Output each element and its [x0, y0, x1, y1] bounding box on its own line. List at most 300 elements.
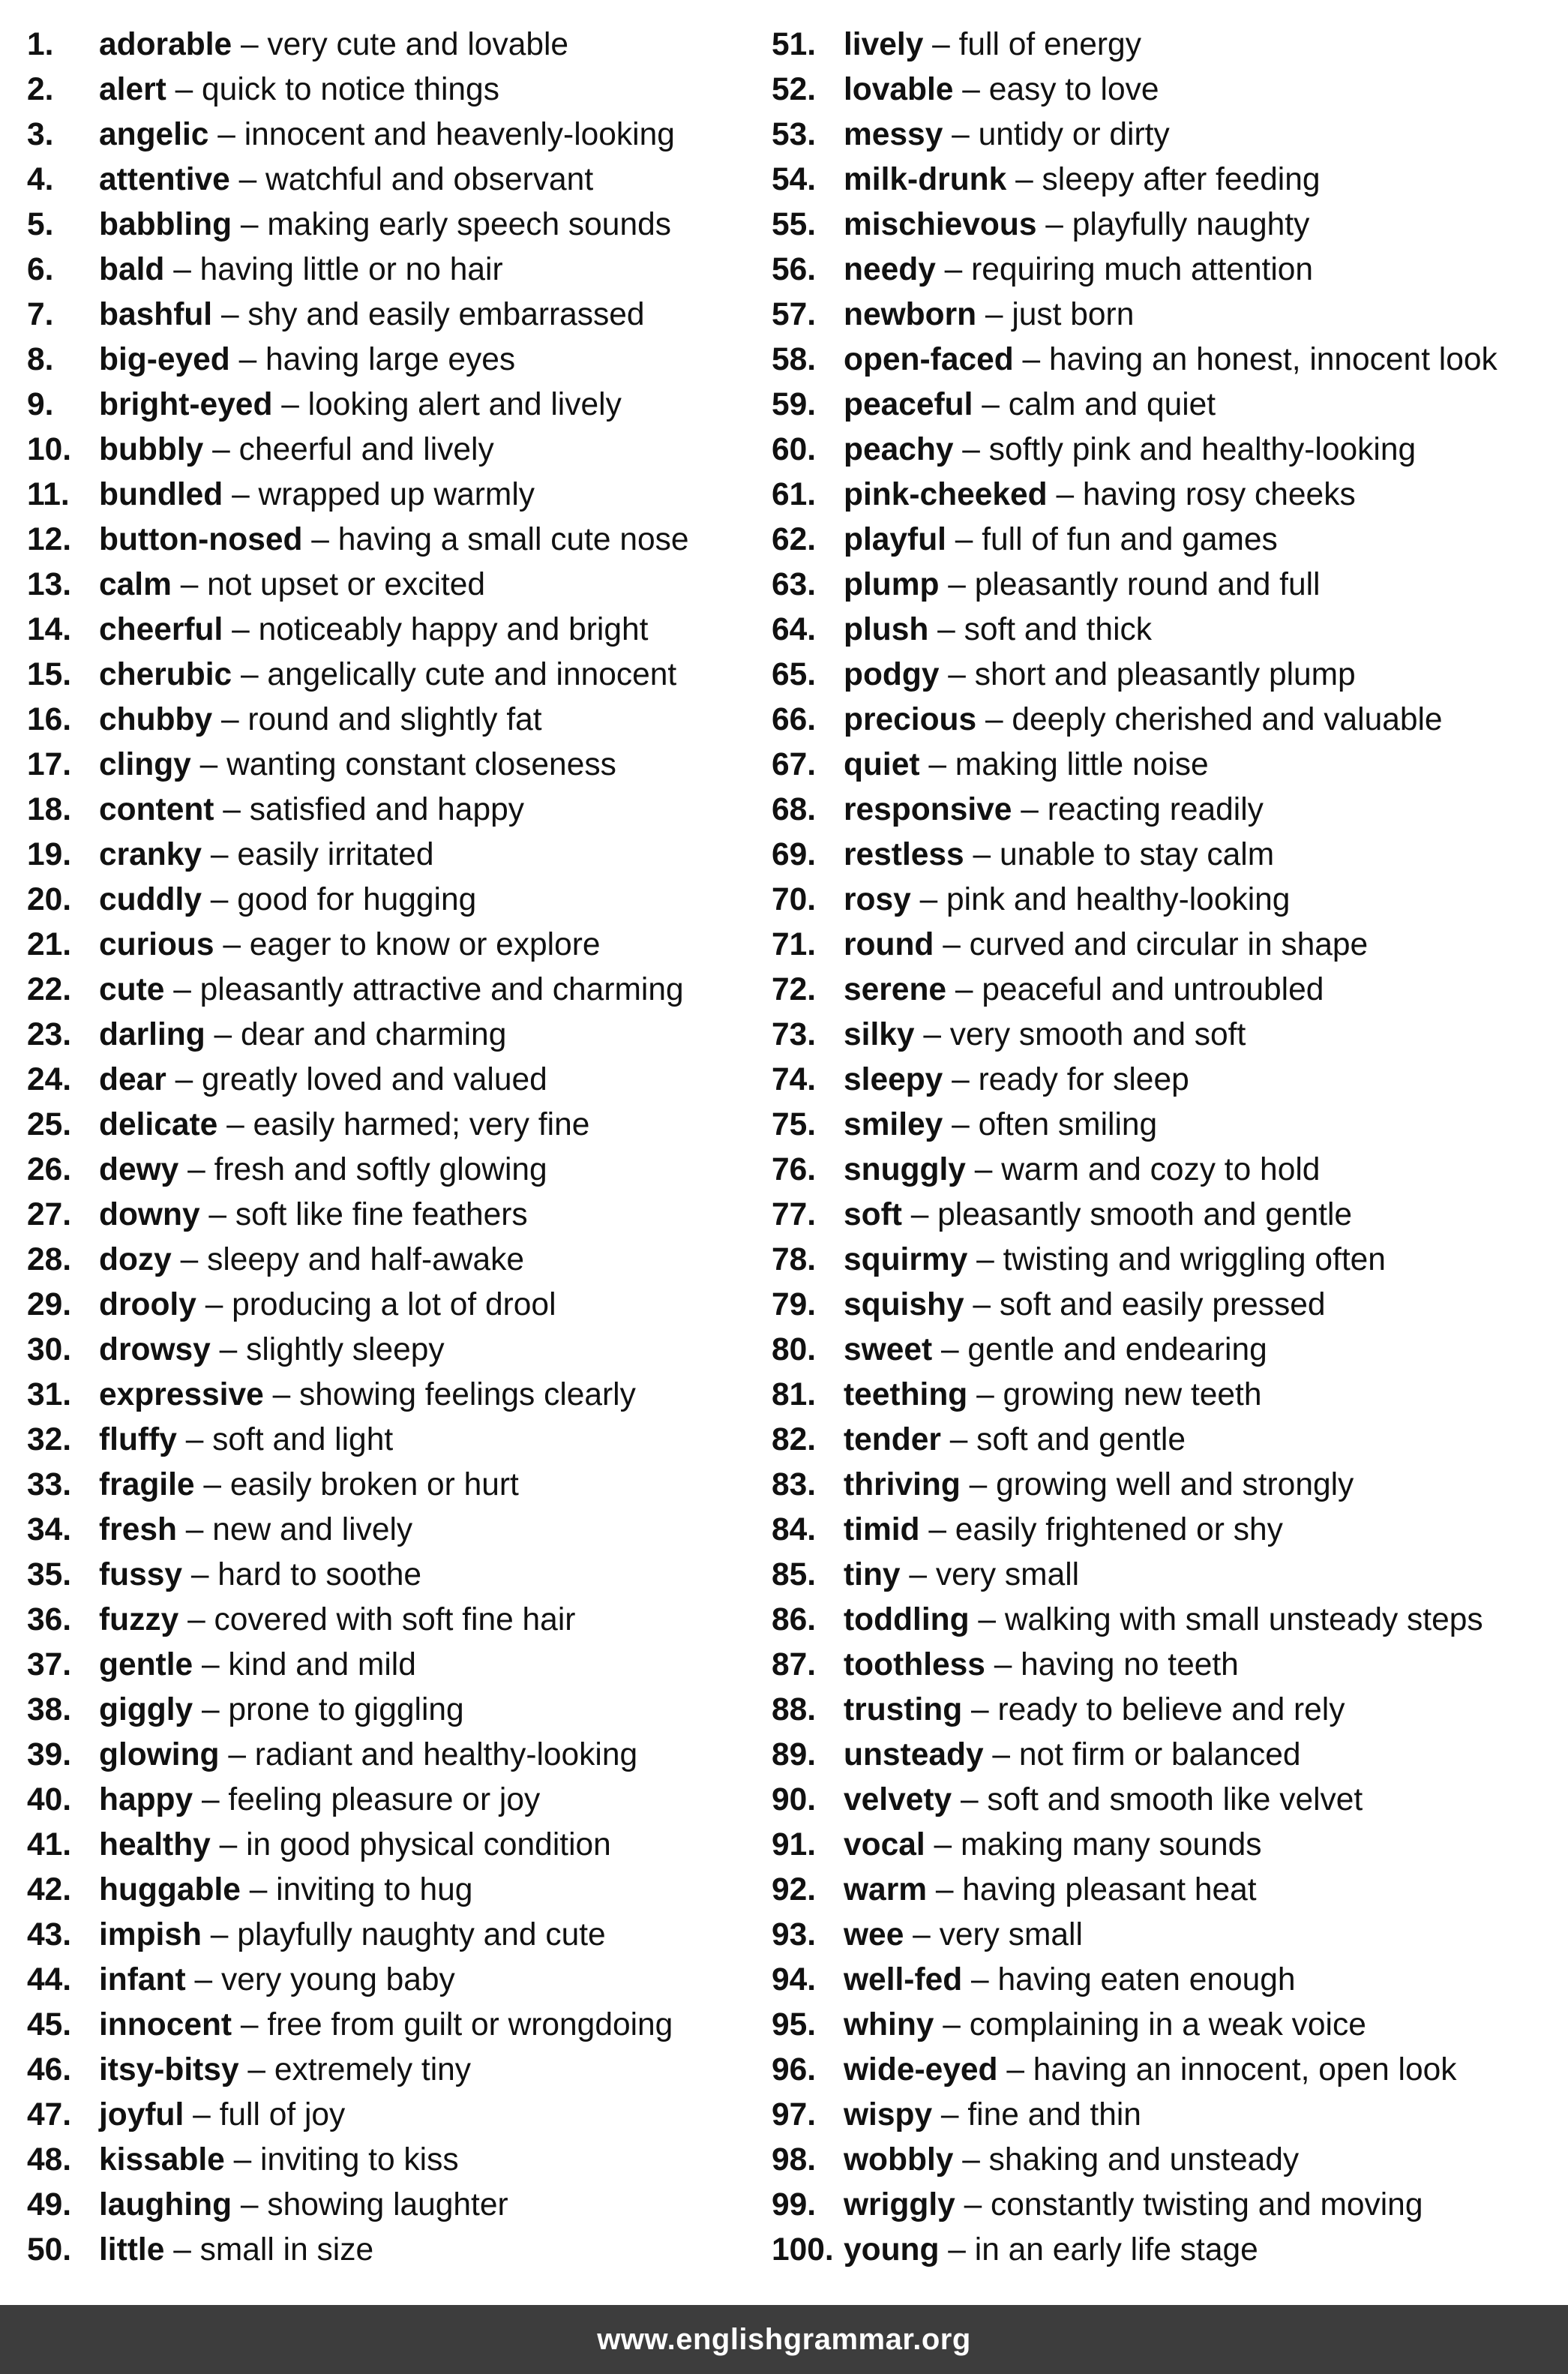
item-word: fragile: [99, 1467, 195, 1502]
list-item: [27, 1958, 769, 2003]
item-separator: –: [247, 2052, 266, 2087]
item-number: 58.: [772, 342, 817, 377]
item-definition: wrapped up warmly: [258, 477, 535, 512]
item-word: fresh: [99, 1512, 177, 1547]
list-item: [772, 2183, 1555, 2228]
item-separator: –: [962, 2142, 980, 2177]
item-number: 5.: [27, 207, 54, 242]
list-item: [772, 1508, 1555, 1553]
list-item: [772, 1238, 1555, 1283]
list-item: [27, 653, 769, 698]
item-word: cute: [99, 972, 165, 1007]
item-number: 31.: [27, 1377, 72, 1412]
item-word: squirmy: [844, 1242, 968, 1277]
item-number: 49.: [27, 2187, 72, 2222]
list-item: [772, 473, 1555, 518]
item-separator: –: [226, 1107, 244, 1142]
item-word: plush: [844, 612, 929, 647]
list-item: [772, 2048, 1555, 2093]
list-item: [772, 2003, 1555, 2048]
item-definition: in good physical condition: [246, 1827, 611, 1862]
item-word: curious: [99, 927, 214, 962]
item-word: bundled: [99, 477, 223, 512]
item-definition: gentle and endearing: [967, 1332, 1267, 1367]
item-number: 56.: [772, 252, 817, 287]
item-definition: having no teeth: [1021, 1647, 1239, 1682]
item-word: quiet: [844, 747, 920, 782]
list-item: [27, 1373, 769, 1418]
list-item: [772, 1103, 1555, 1148]
item-word: open-faced: [844, 342, 1014, 377]
item-word: toddling: [844, 1602, 970, 1637]
item-number: 24.: [27, 1062, 72, 1097]
list-item: [772, 1868, 1555, 1913]
item-word: round: [844, 927, 934, 962]
item-number: 19.: [27, 837, 72, 872]
item-separator: –: [992, 1737, 1011, 1772]
item-definition: requiring much attention: [971, 252, 1314, 287]
item-word: giggly: [99, 1692, 193, 1727]
item-definition: growing well and strongly: [996, 1467, 1354, 1502]
item-separator: –: [199, 747, 218, 782]
item-number: 12.: [27, 522, 72, 557]
item-number: 77.: [772, 1197, 817, 1232]
item-definition: easily harmed; very fine: [253, 1107, 590, 1142]
list-item: [772, 653, 1555, 698]
item-definition: ready for sleep: [978, 1062, 1189, 1097]
item-word: timid: [844, 1512, 920, 1547]
list-item: [772, 2228, 1555, 2273]
item-definition: untidy or dirty: [978, 117, 1170, 152]
item-number: 40.: [27, 1782, 72, 1817]
item-definition: looking alert and lively: [307, 387, 622, 422]
item-definition: growing new teeth: [1003, 1377, 1262, 1412]
item-separator: –: [223, 792, 241, 827]
item-word: big-eyed: [99, 342, 230, 377]
item-number: 32.: [27, 1422, 72, 1457]
item-word: angelic: [99, 117, 209, 152]
item-separator: –: [952, 1107, 970, 1142]
item-separator: –: [910, 1197, 929, 1232]
item-number: 47.: [27, 2097, 72, 2132]
item-definition: short and pleasantly plump: [974, 657, 1356, 692]
item-separator: –: [180, 567, 199, 602]
item-separator: –: [238, 342, 257, 377]
item-definition: cheerful and lively: [238, 432, 494, 467]
item-separator: –: [937, 612, 955, 647]
item-separator: –: [955, 972, 973, 1007]
list-item: [27, 338, 769, 383]
item-definition: good for hugging: [237, 882, 477, 917]
item-word: little: [99, 2232, 165, 2267]
item-definition: small in size: [199, 2232, 374, 2267]
item-number: 72.: [772, 972, 817, 1007]
item-word: fussy: [99, 1557, 183, 1592]
item-number: 13.: [27, 567, 72, 602]
item-word: warm: [844, 1872, 928, 1907]
item-number: 3.: [27, 117, 54, 152]
item-definition: very smooth and soft: [949, 1017, 1246, 1052]
item-definition: having large eyes: [265, 342, 516, 377]
item-definition: quick to notice things: [202, 72, 499, 107]
list-item: [27, 1598, 769, 1643]
list-item: [27, 1238, 769, 1283]
item-number: 81.: [772, 1377, 817, 1412]
list-item: [772, 248, 1555, 293]
item-separator: –: [1021, 792, 1039, 827]
item-separator: –: [180, 1242, 199, 1277]
item-separator: –: [952, 1062, 970, 1097]
item-word: lively: [844, 27, 924, 62]
item-separator: –: [223, 927, 241, 962]
item-number: 1.: [27, 27, 54, 62]
item-separator: –: [932, 27, 950, 62]
item-number: 45.: [27, 2007, 72, 2042]
item-separator: –: [943, 2007, 961, 2042]
item-separator: –: [1015, 162, 1033, 197]
item-definition: angelically cute and innocent: [267, 657, 677, 692]
item-definition: full of energy: [958, 27, 1141, 62]
item-number: 75.: [772, 1107, 817, 1142]
item-word: downy: [99, 1197, 200, 1232]
item-word: pink-cheeked: [844, 477, 1048, 512]
item-word: milk-drunk: [844, 162, 1007, 197]
list-item: [772, 1823, 1555, 1868]
item-separator: –: [973, 837, 991, 872]
item-definition: new and lively: [212, 1512, 413, 1547]
item-number: 52.: [772, 72, 817, 107]
item-number: 71.: [772, 927, 817, 962]
item-number: 6.: [27, 252, 54, 287]
item-definition: soft and gentle: [976, 1422, 1186, 1457]
item-separator: –: [214, 1017, 232, 1052]
list-item: [27, 1778, 769, 1823]
list-item: [772, 1148, 1555, 1193]
list-item: [27, 1823, 769, 1868]
item-separator: –: [232, 612, 250, 647]
item-word: rosy: [844, 882, 911, 917]
item-definition: shy and easily embarrassed: [247, 297, 645, 332]
list-item: [27, 563, 769, 608]
item-number: 35.: [27, 1557, 72, 1592]
item-word: wriggly: [844, 2187, 955, 2222]
item-number: 26.: [27, 1152, 72, 1187]
item-separator: –: [985, 702, 1003, 737]
list-item: [27, 68, 769, 113]
item-definition: easily broken or hurt: [229, 1467, 519, 1502]
item-definition: sleepy after feeding: [1042, 162, 1321, 197]
item-word: dear: [99, 1062, 166, 1097]
item-separator: –: [219, 1827, 238, 1862]
item-number: 78.: [772, 1242, 817, 1277]
item-word: glowing: [99, 1737, 220, 1772]
item-definition: greatly loved and valued: [202, 1062, 547, 1097]
item-word: wispy: [844, 2097, 933, 2132]
item-number: 91.: [772, 1827, 817, 1862]
item-separator: –: [190, 1557, 209, 1592]
item-separator: –: [913, 1917, 931, 1952]
item-word: serene: [844, 972, 947, 1007]
item-word: unsteady: [844, 1737, 984, 1772]
list-item: [27, 293, 769, 338]
item-separator: –: [1006, 2052, 1024, 2087]
item-definition: making early speech sounds: [267, 207, 671, 242]
item-definition: inviting to kiss: [260, 2142, 459, 2177]
item-word: healthy: [99, 1827, 211, 1862]
list-item: [27, 1283, 769, 1328]
item-number: 67.: [772, 747, 817, 782]
item-separator: –: [978, 1602, 997, 1637]
item-word: bald: [99, 252, 165, 287]
item-number: 88.: [772, 1692, 817, 1727]
list-item: [772, 1328, 1555, 1373]
list-item: [772, 1778, 1555, 1823]
item-word: innocent: [99, 2007, 232, 2042]
item-number: 82.: [772, 1422, 817, 1457]
item-separator: –: [949, 1422, 968, 1457]
item-definition: radiant and healthy-looking: [254, 1737, 638, 1772]
item-word: wobbly: [844, 2142, 954, 2177]
list-item: [27, 518, 769, 563]
list-item: [772, 2093, 1555, 2138]
item-separator: –: [948, 567, 966, 602]
item-number: 68.: [772, 792, 817, 827]
item-separator: –: [955, 522, 973, 557]
list-item: [772, 23, 1555, 68]
item-definition: playfully naughty and cute: [237, 1917, 606, 1952]
item-definition: in an early life stage: [974, 2232, 1258, 2267]
item-definition: easily irritated: [237, 837, 434, 872]
item-definition: slightly sleepy: [246, 1332, 445, 1367]
item-number: 48.: [27, 2142, 72, 2177]
item-number: 55.: [772, 207, 817, 242]
item-separator: –: [240, 2187, 259, 2222]
list-item: [772, 1058, 1555, 1103]
list-item: [27, 788, 769, 833]
item-word: tiny: [844, 1557, 901, 1592]
item-separator: –: [970, 1692, 989, 1727]
list-item: [27, 2183, 769, 2228]
item-number: 76.: [772, 1152, 817, 1187]
item-separator: –: [205, 1287, 223, 1322]
item-separator: –: [962, 72, 980, 107]
item-separator: –: [960, 1782, 979, 1817]
item-number: 22.: [27, 972, 72, 1007]
footer-bar: [0, 2305, 1568, 2374]
item-definition: soft and thick: [964, 612, 1153, 647]
list-item: [27, 1643, 769, 1688]
item-separator: –: [952, 117, 970, 152]
item-definition: having an innocent, open look: [1033, 2052, 1457, 2087]
item-definition: pleasantly attractive and charming: [199, 972, 684, 1007]
item-number: 61.: [772, 477, 817, 512]
item-definition: watchful and observant: [265, 162, 594, 197]
list-item: [27, 1553, 769, 1598]
item-separator: –: [232, 477, 250, 512]
item-word: vocal: [844, 1827, 925, 1862]
item-number: 94.: [772, 1962, 817, 1997]
item-definition: often smiling: [978, 1107, 1158, 1142]
item-number: 34.: [27, 1512, 72, 1547]
item-number: 73.: [772, 1017, 817, 1052]
item-number: 53.: [772, 117, 817, 152]
item-separator: –: [971, 1962, 989, 1997]
item-separator: –: [203, 1467, 221, 1502]
list-item: [27, 1913, 769, 1958]
item-number: 38.: [27, 1692, 72, 1727]
list-item: [772, 923, 1555, 968]
list-item: [27, 878, 769, 923]
item-number: 69.: [772, 837, 817, 872]
item-separator: –: [948, 2232, 966, 2267]
item-definition: fresh and softly glowing: [214, 1152, 547, 1187]
item-definition: having an honest, innocent look: [1048, 342, 1498, 377]
item-word: infant: [99, 1962, 186, 1997]
item-word: bashful: [99, 297, 213, 332]
item-number: 59.: [772, 387, 817, 422]
list-item: [27, 1193, 769, 1238]
list-item: [772, 1688, 1555, 1733]
list-item: [772, 2138, 1555, 2183]
item-word: bubbly: [99, 432, 204, 467]
item-number: 99.: [772, 2187, 817, 2222]
item-definition: eager to know or explore: [249, 927, 601, 962]
footer-url[interactable]: www.englishgrammar.org: [597, 2322, 971, 2356]
list-item: [27, 1058, 769, 1103]
list-item: [772, 788, 1555, 833]
item-definition: reacting readily: [1047, 792, 1264, 827]
item-separator: –: [281, 387, 299, 422]
item-separator: –: [976, 1242, 994, 1277]
item-definition: easy to love: [988, 72, 1159, 107]
item-separator: –: [934, 1827, 952, 1862]
item-separator: –: [948, 657, 966, 692]
item-number: 4.: [27, 162, 54, 197]
item-separator: –: [173, 252, 191, 287]
item-word: drooly: [99, 1287, 196, 1322]
list-item: [27, 1508, 769, 1553]
list-item: [27, 2003, 769, 2048]
item-separator: –: [194, 1962, 213, 1997]
item-definition: pleasantly smooth and gentle: [937, 1197, 1353, 1232]
left-column: [27, 23, 769, 2273]
item-word: peaceful: [844, 387, 973, 422]
item-separator: –: [175, 1062, 193, 1097]
item-word: joyful: [99, 2097, 184, 2132]
list-item: [27, 428, 769, 473]
item-definition: not firm or balanced: [1018, 1737, 1301, 1772]
item-separator: –: [923, 1017, 941, 1052]
list-item: [27, 743, 769, 788]
item-number: 41.: [27, 1827, 72, 1862]
list-item: [772, 1553, 1555, 1598]
item-word: wide-eyed: [844, 2052, 998, 2087]
item-definition: very small: [935, 1557, 1080, 1592]
item-definition: having eaten enough: [997, 1962, 1296, 1997]
item-word: needy: [844, 252, 936, 287]
item-word: squishy: [844, 1287, 964, 1322]
item-number: 62.: [772, 522, 817, 557]
item-separator: –: [219, 1332, 238, 1367]
item-definition: inviting to hug: [276, 1872, 473, 1907]
item-number: 15.: [27, 657, 72, 692]
item-number: 33.: [27, 1467, 72, 1502]
item-definition: full of fun and games: [982, 522, 1278, 557]
list-item: [772, 1013, 1555, 1058]
item-definition: very cute and lovable: [267, 27, 569, 62]
item-word: darling: [99, 1017, 205, 1052]
item-definition: prone to giggling: [228, 1692, 464, 1727]
item-separator: –: [311, 522, 329, 557]
item-definition: round and slightly fat: [247, 702, 542, 737]
item-word: silky: [844, 1017, 915, 1052]
item-definition: making many sounds: [960, 1827, 1262, 1862]
item-number: 64.: [772, 612, 817, 647]
item-word: cuddly: [99, 882, 202, 917]
list-item: [27, 23, 769, 68]
list-item: [27, 1148, 769, 1193]
item-word: responsive: [844, 792, 1012, 827]
item-definition: walking with small unsteady steps: [1004, 1602, 1483, 1637]
item-word: velvety: [844, 1782, 952, 1817]
item-number: 97.: [772, 2097, 817, 2132]
list-item: [772, 878, 1555, 923]
item-number: 70.: [772, 882, 817, 917]
item-definition: innocent and heavenly-looking: [244, 117, 675, 152]
list-item: [772, 1958, 1555, 2003]
list-item: [27, 833, 769, 878]
item-word: thriving: [844, 1467, 961, 1502]
item-word: toothless: [844, 1647, 985, 1682]
item-word: fluffy: [99, 1422, 177, 1457]
item-definition: full of joy: [219, 2097, 346, 2132]
item-word: delicate: [99, 1107, 218, 1142]
item-separator: –: [187, 1152, 205, 1187]
list-item: [27, 968, 769, 1013]
list-item: [27, 248, 769, 293]
item-number: 90.: [772, 1782, 817, 1817]
item-word: smiley: [844, 1107, 943, 1142]
item-separator: –: [976, 1377, 994, 1412]
item-separator: –: [220, 702, 239, 737]
list-item: [27, 1013, 769, 1058]
list-item: [772, 203, 1555, 248]
item-separator: –: [962, 432, 980, 467]
item-number: 30.: [27, 1332, 72, 1367]
item-definition: pink and healthy-looking: [946, 882, 1291, 917]
item-number: 65.: [772, 657, 817, 692]
item-separator: –: [240, 2007, 259, 2042]
item-word: well-fed: [844, 1962, 963, 1997]
item-definition: having little or no hair: [199, 252, 503, 287]
item-separator: –: [208, 1197, 227, 1232]
item-separator: –: [985, 297, 1003, 332]
item-separator: –: [982, 387, 1000, 422]
item-word: sweet: [844, 1332, 933, 1367]
item-separator: –: [175, 72, 193, 107]
item-separator: –: [228, 1737, 246, 1772]
item-word: tender: [844, 1422, 941, 1457]
list-item: [27, 1733, 769, 1778]
item-definition: playfully naughty: [1072, 207, 1310, 242]
item-separator: –: [973, 1287, 991, 1322]
item-number: 29.: [27, 1287, 72, 1322]
list-item: [27, 1328, 769, 1373]
item-word: calm: [99, 567, 172, 602]
list-item: [772, 833, 1555, 878]
item-separator: –: [185, 1512, 204, 1547]
item-word: gentle: [99, 1647, 193, 1682]
